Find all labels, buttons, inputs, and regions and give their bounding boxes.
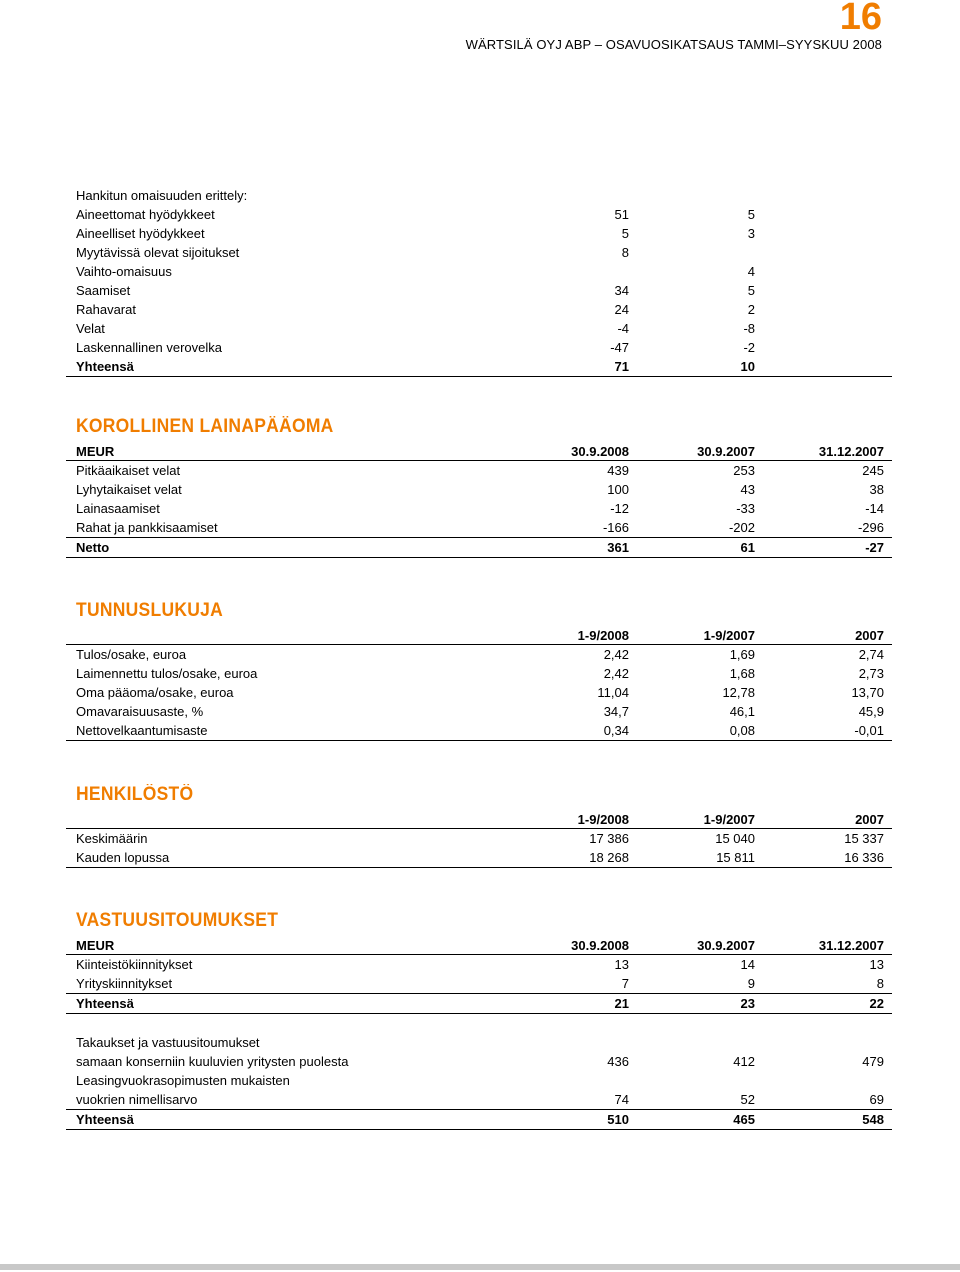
table-row [66, 955, 892, 974]
cell-value: 7 [621, 976, 629, 991]
cell-value: 253 [733, 463, 755, 478]
cell-value: 0,08 [729, 723, 755, 738]
cell-value: 13 [869, 957, 884, 972]
personnel-section [66, 784, 892, 868]
total-row: Yhteensä 71 10 [66, 357, 892, 377]
cell-value: 245 [862, 463, 884, 478]
section-title: TUNNUSLUKUJA [76, 600, 224, 621]
cell-value: 43 [740, 482, 755, 497]
cell-value: 479 [862, 1054, 884, 1069]
cell-value: 46,1 [729, 704, 755, 719]
row-label: Tulos/osake, euroa [76, 647, 187, 662]
table-row [66, 300, 892, 319]
table-row [66, 664, 892, 683]
cell-value: 436 [607, 1054, 629, 1069]
cell-value: 16 336 [844, 850, 884, 865]
row-label: Kauden lopussa [76, 850, 170, 865]
row-label: Vaihto-omaisuus [76, 264, 172, 279]
table-row [66, 461, 892, 480]
cell-value: 100 [607, 482, 629, 497]
cell-value: -0,01 [854, 723, 884, 738]
interest-bearing-debt-section [66, 416, 892, 558]
total-row: Yhteensä 510 465 548 [66, 1109, 892, 1130]
cell-value: 51 [614, 207, 629, 222]
table-row [66, 319, 892, 338]
row-label: Lainasaamiset [76, 501, 160, 516]
row-label: Aineettomat hyödykkeet [76, 207, 215, 222]
table-row [66, 721, 892, 741]
cell-value: 15 040 [715, 831, 755, 846]
table-row [66, 281, 892, 300]
table-row [66, 974, 892, 993]
cell-value: 17 386 [589, 831, 629, 846]
cell-value: 14 [740, 957, 755, 972]
row-label: vuokrien nimellisarvo [76, 1092, 198, 1107]
table-header-row: 1-9/2008 1-9/2007 2007 [66, 810, 892, 829]
cell-value: -33 [736, 501, 755, 516]
table-row [66, 829, 892, 848]
row-label: Laimennettu tulos/osake, euroa [76, 666, 258, 681]
cell-value: 34 [614, 283, 629, 298]
cell-value: -202 [728, 520, 755, 535]
table-row [66, 1052, 892, 1071]
table-row [66, 702, 892, 721]
row-label: Kiinteistökiinnitykset [76, 957, 193, 972]
row-label: Saamiset [76, 283, 131, 298]
cell-value: 4 [747, 264, 755, 279]
row-label: Rahavarat [76, 302, 136, 317]
table-row [66, 518, 892, 537]
cell-value: 9 [747, 976, 755, 991]
cell-value: -296 [857, 520, 884, 535]
row-label: Myytävissä olevat sijoitukset [76, 245, 240, 260]
table-row [66, 645, 892, 664]
cell-value: 13,70 [851, 685, 884, 700]
table-row [66, 338, 892, 357]
cell-value: 5 [621, 226, 629, 241]
row-label: Leasingvuokrasopimusten mukaisten [76, 1073, 290, 1088]
table-header-row: 1-9/2008 1-9/2007 2007 [66, 626, 892, 645]
cell-value: -4 [617, 321, 629, 336]
table-row [66, 1071, 892, 1090]
cell-value: -2 [743, 340, 755, 355]
cell-value: 1,69 [729, 647, 755, 662]
cell-value: 2,73 [858, 666, 884, 681]
cell-value: -12 [610, 501, 629, 516]
section-title: VASTUUSITOUMUKSET [76, 910, 279, 931]
cell-value: 24 [614, 302, 629, 317]
table-row [66, 1090, 892, 1109]
table-row [66, 499, 892, 518]
cell-value: 3 [747, 226, 755, 241]
table-header-row: MEUR 30.9.2008 30.9.2007 31.12.2007 [66, 936, 892, 955]
row-label: Omavaraisuusaste, % [76, 704, 204, 719]
cell-value: 2,42 [603, 647, 629, 662]
table-row [66, 848, 892, 868]
cell-value: -8 [743, 321, 755, 336]
cell-value: 5 [747, 283, 755, 298]
table-row [66, 262, 892, 281]
table-row [66, 683, 892, 702]
section-title: KOROLLINEN LAINAPÄÄOMA [76, 416, 334, 437]
row-label: Takaukset ja vastuusitoumukset [76, 1035, 260, 1050]
row-label: Nettovelkaantumisaste [76, 723, 208, 738]
cell-value: 1,68 [729, 666, 755, 681]
cell-value: 8 [876, 976, 884, 991]
row-label: Aineelliset hyödykkeet [76, 226, 205, 241]
row-label: Velat [76, 321, 105, 336]
row-label: Pitkäaikaiset velat [76, 463, 181, 478]
table-row [66, 224, 892, 243]
cell-value: -166 [602, 520, 629, 535]
cell-value: 74 [614, 1092, 629, 1107]
row-label: Laskennallinen verovelka [76, 340, 222, 355]
table-row [66, 243, 892, 262]
key-ratios-section [66, 600, 892, 741]
table-header-row: MEUR 30.9.2008 30.9.2007 31.12.2007 [66, 442, 892, 461]
row-label: Yrityskiinnitykset [76, 976, 173, 991]
cell-value: 2 [747, 302, 755, 317]
acquired-assets-table [66, 186, 892, 377]
table-heading: Hankitun omaisuuden erittely: [76, 188, 248, 203]
row-label: Rahat ja pankkisaamiset [76, 520, 218, 535]
section-title: HENKILÖSTÖ [76, 784, 194, 805]
cell-value: 2,74 [858, 647, 884, 662]
cell-value: -14 [865, 501, 884, 516]
document-header: WÄRTSILÄ OYJ ABP – OSAVUOSIKATSAUS TAMMI–SYYSKUU 2008 [465, 37, 882, 52]
cell-value: 34,7 [603, 704, 629, 719]
page-number: 16 [839, 0, 882, 38]
cell-value: 38 [869, 482, 884, 497]
table-row [66, 205, 892, 224]
table-row [66, 1033, 892, 1052]
row-label: Lyhytaikaiset velat [76, 482, 182, 497]
footer-bar [0, 1264, 960, 1270]
cell-value: -47 [610, 340, 629, 355]
row-label: Keskimäärin [76, 831, 148, 846]
cell-value: 2,42 [603, 666, 629, 681]
commitments-section [66, 910, 892, 1130]
cell-value: 439 [607, 463, 629, 478]
cell-value: 15 811 [716, 850, 755, 865]
cell-value: 45,9 [858, 704, 884, 719]
cell-value: 11,04 [597, 685, 629, 700]
total-row: Yhteensä 21 23 22 [66, 993, 892, 1013]
cell-value: 5 [747, 207, 755, 222]
cell-value: 12,78 [722, 685, 755, 700]
row-label: samaan konserniin kuuluvien yritysten puolesta [76, 1054, 349, 1069]
cell-value: 18 268 [589, 850, 629, 865]
cell-value: 13 [614, 957, 629, 972]
cell-value: 412 [733, 1054, 755, 1069]
cell-value: 8 [621, 245, 629, 260]
row-label: Oma pääoma/osake, euroa [76, 685, 234, 700]
cell-value: 69 [869, 1092, 884, 1107]
table-row [66, 480, 892, 499]
cell-value: 15 337 [844, 831, 884, 846]
total-row: Netto 361 61 -27 [66, 537, 892, 558]
cell-value: 52 [740, 1092, 755, 1107]
cell-value: 0,34 [603, 723, 629, 738]
